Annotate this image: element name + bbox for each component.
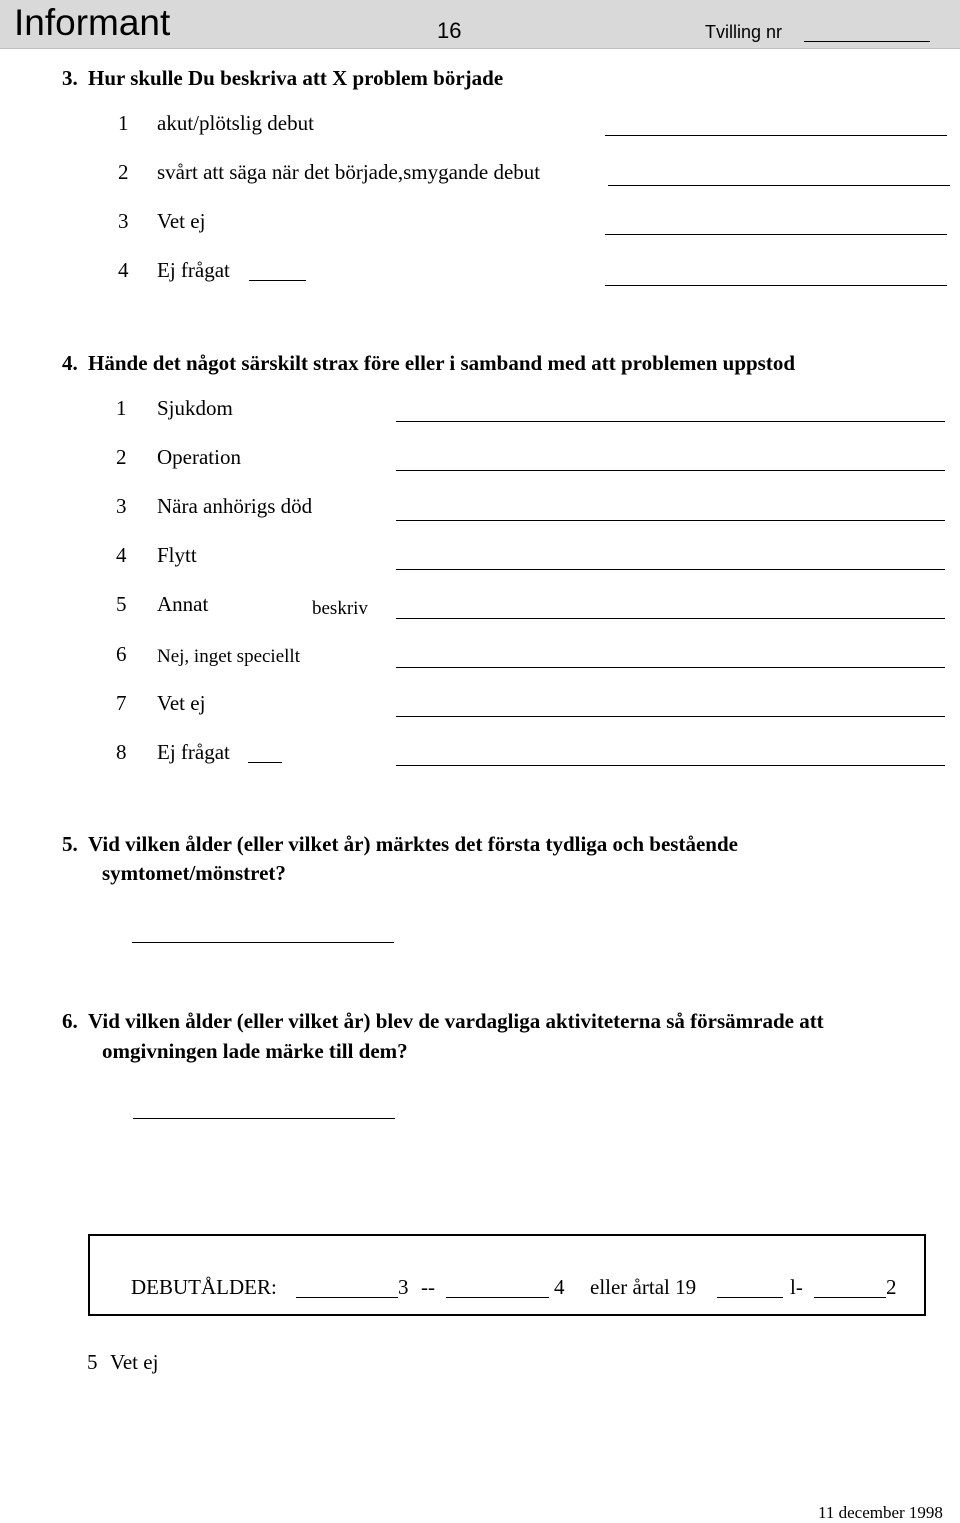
debut-year-label: eller årtal 19 xyxy=(590,1275,697,1299)
q4-number: 4. xyxy=(62,351,78,375)
q4-option-4-label[interactable]: Flytt xyxy=(157,543,197,567)
debut-code-2: 2 xyxy=(886,1275,897,1299)
q3-option-1-field[interactable] xyxy=(605,135,947,136)
q3-option-2-number: 2 xyxy=(118,160,129,184)
debut-code-4: 4 xyxy=(554,1275,565,1299)
q4-option-1-number: 1 xyxy=(116,396,127,420)
q4-option-7-number: 7 xyxy=(116,691,127,715)
q6-number: 6. xyxy=(62,1009,78,1033)
q4-option-5-label[interactable]: Annat xyxy=(157,592,209,616)
q5-text-line1: Vid vilken ålder (eller vilket år) märktes det första tydliga och bestående xyxy=(88,832,738,856)
q4-option-8-number: 8 xyxy=(116,740,127,764)
twin-number-label: Tvilling nr xyxy=(705,22,783,42)
q4-option-5-field[interactable] xyxy=(396,618,945,619)
q3-option-2-field[interactable] xyxy=(608,185,950,186)
q3-option-4-field[interactable] xyxy=(605,285,947,286)
q3-number: 3. xyxy=(62,66,78,90)
q4-option-2-field[interactable] xyxy=(396,470,945,471)
q4-describe-label: beskriv xyxy=(312,598,368,619)
q4-option-3-number: 3 xyxy=(116,494,127,518)
q3-option-3-number: 3 xyxy=(118,209,129,233)
q4-option-2-number: 2 xyxy=(116,445,127,469)
twin-number-field[interactable] xyxy=(804,41,930,42)
q4-option-4-field[interactable] xyxy=(396,569,945,570)
debut-separator: -- xyxy=(421,1275,435,1299)
q4-option-1-label[interactable]: Sjukdom xyxy=(157,396,233,420)
vet-ej-number: 5 xyxy=(87,1350,98,1374)
debut-age-field-2[interactable] xyxy=(446,1297,549,1298)
q3-option-1-label[interactable]: akut/plötslig debut xyxy=(157,111,314,135)
q4-option-6-label[interactable]: Nej, inget speciellt xyxy=(157,646,300,667)
q3-option-3-field[interactable] xyxy=(605,234,947,235)
q3-option-1-number: 1 xyxy=(118,111,129,135)
q4-option-8-label[interactable]: Ej frågat xyxy=(157,740,230,764)
page-header xyxy=(0,0,960,49)
q3-option-3-label[interactable]: Vet ej xyxy=(157,209,206,233)
debut-code-3: 3 xyxy=(398,1275,409,1299)
q5-answer-field[interactable] xyxy=(132,942,394,943)
debut-year-field-2[interactable] xyxy=(814,1297,886,1298)
q4-text: Hände det något särskilt strax före eller i samband med att problemen uppstod xyxy=(88,351,796,375)
q4-option-8-check-line[interactable] xyxy=(248,762,282,763)
q4-option-7-field[interactable] xyxy=(396,716,945,717)
q4-option-3-field[interactable] xyxy=(396,520,945,521)
q4-option-6-field[interactable] xyxy=(396,667,945,668)
q3-option-2-label[interactable]: svårt att säga när det började,smygande debut xyxy=(157,160,541,184)
debut-age-label: DEBUTÅLDER: xyxy=(131,1275,277,1299)
q5-number: 5. xyxy=(62,832,78,856)
q5-text-line2: symtomet/mönstret? xyxy=(102,861,286,885)
q4-option-2-label[interactable]: Operation xyxy=(157,445,241,469)
q4-option-5-number: 5 xyxy=(116,592,127,616)
header-title: Informant xyxy=(14,2,171,43)
debut-year-field[interactable] xyxy=(717,1297,783,1298)
page-number: 16 xyxy=(437,18,462,43)
debut-age-field-1[interactable] xyxy=(296,1297,398,1298)
q4-option-6-number: 6 xyxy=(116,642,127,666)
q4-option-8-field[interactable] xyxy=(396,765,945,766)
q3-option-4-check-line[interactable] xyxy=(249,280,306,281)
q6-answer-field[interactable] xyxy=(133,1118,395,1119)
vet-ej-label[interactable]: Vet ej xyxy=(110,1350,159,1374)
q3-option-4-number: 4 xyxy=(118,258,129,282)
q4-option-3-label[interactable]: Nära anhörigs död xyxy=(157,494,313,518)
q3-option-4-label[interactable]: Ej frågat xyxy=(157,258,230,282)
q6-text-line1: Vid vilken ålder (eller vilket år) blev de vardagliga aktiviteterna så försämrade att xyxy=(88,1009,824,1033)
footer-date: 11 december 1998 xyxy=(818,1503,943,1522)
q3-text: Hur skulle Du beskriva att X problem började xyxy=(88,66,504,90)
q4-option-1-field[interactable] xyxy=(396,421,945,422)
q6-text-line2: omgivningen lade märke till dem? xyxy=(102,1039,408,1063)
q4-option-7-label[interactable]: Vet ej xyxy=(157,691,206,715)
debut-code-1: l- xyxy=(790,1275,803,1299)
q4-option-4-number: 4 xyxy=(116,543,127,567)
